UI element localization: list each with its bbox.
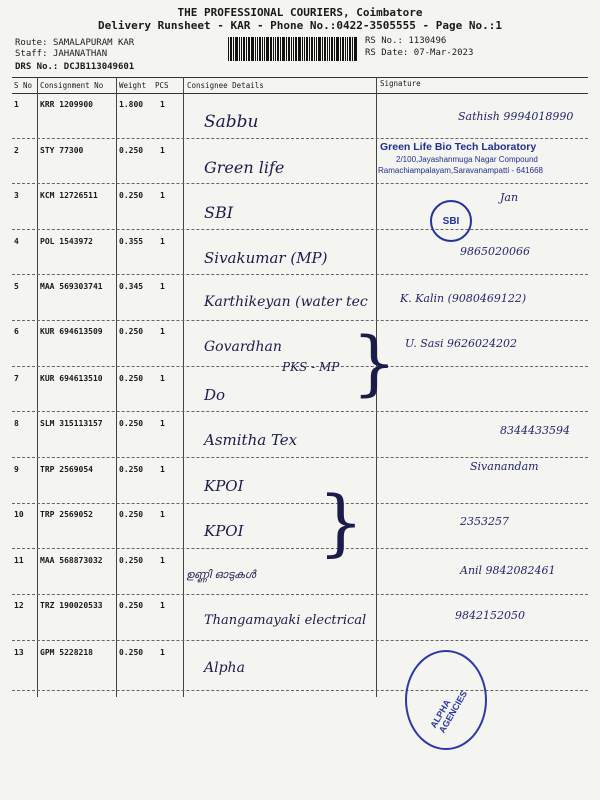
barcode-bar [324,37,326,61]
row-weight: 0.355 [119,237,144,246]
barcode-bar [257,37,258,61]
company-title: THE PROFESSIONAL COURIERS, Coimbatore [177,6,423,19]
row-pcs: 1 [160,100,165,109]
barcode-bar [228,37,229,61]
barcode-bar [266,37,269,61]
row-consignment: TRZ 190020533 [40,601,103,610]
row-sno: 13 [14,648,24,657]
row-separator [12,274,588,275]
row-pcs: 1 [160,374,165,383]
row-separator [12,411,588,412]
row-weight: 0.250 [119,327,144,336]
route-value: SAMALAPURAM KAR [52,38,135,48]
row-signature: U. Sasi 9626024202 [405,337,517,350]
barcode-bar [251,37,254,61]
row-consignment: KCM 12726511 [40,191,98,200]
col-sno: S No [14,81,33,90]
row-consignment: KRR 1209900 [40,100,93,109]
row-pcs: 1 [160,601,165,610]
barcode-bar [280,37,281,61]
row-pcs: 1 [160,648,165,657]
row-pcs: 1 [160,146,165,155]
barcode-bar [273,37,274,61]
row-separator [12,640,588,641]
table-header-rule [12,93,588,94]
barcode-bar [241,37,242,61]
row-sno: 10 [14,510,24,519]
row-consignment: GPM 5228218 [40,648,93,657]
barcode-bar [288,37,290,61]
row-sno: 4 [14,237,19,246]
row-sno: 2 [14,146,19,155]
barcode-bar [314,37,315,61]
row-consignee: Sabbu [204,112,259,132]
row-weight: 0.250 [119,419,144,428]
row-consignee: Green life [204,158,285,177]
row-pcs: 1 [160,282,165,291]
green-life-stamp [380,141,585,175]
barcode-bar [233,37,234,61]
barcode-bar [293,37,294,61]
rs-no-line [365,36,446,46]
barcode-bar [354,37,357,61]
staff-line [15,49,107,59]
row-consignment: POL 1543972 [40,237,93,246]
row-pcs: 1 [160,510,165,519]
row-pcs: 1 [160,191,165,200]
row-pcs: 1 [160,556,165,565]
barcode-bar [329,37,330,61]
row-weight: 0.250 [119,146,144,155]
row-consignee: KPOI [204,477,244,495]
col-consignee: Consignee Details [187,81,264,90]
drs-label: DRS No.: [15,62,59,72]
barcode-bar [282,37,285,61]
row-weight: 0.250 [119,648,144,657]
barcode-bar [302,37,303,61]
rs-date-line [365,48,473,58]
barcode-bar [342,37,344,61]
row-consignee: Thangamayaki electrical [204,613,367,628]
barcode-bar [259,37,261,61]
row-weight: 0.345 [119,282,144,291]
barcode-bar [309,37,310,61]
row-consignment: SLM 315113157 [40,419,103,428]
row-sno: 9 [14,465,19,474]
row-weight: 0.250 [119,374,144,383]
row-weight: 0.250 [119,510,144,519]
barcode-bar [239,37,240,61]
barcode-bar [277,37,279,61]
row-consignment: KUR 694613509 [40,327,103,336]
barcode-bar [243,37,245,61]
staff-value: JAHANATHAN [52,49,108,59]
row-weight: 1.800 [119,100,144,109]
rs-no-value: 1130496 [408,36,447,46]
row-sno: 1 [14,100,19,109]
barcode-bar [264,37,265,61]
row-consignment: MAA 569303741 [40,282,103,291]
sbi-seal-text: SBI [442,215,460,227]
sbi-seal [430,200,472,242]
col-divider [37,77,38,697]
barcode-bar [291,37,292,61]
row-separator [12,690,588,691]
row-consignee: SBI [204,203,234,222]
barcode-bar [336,37,339,61]
row-weight: 0.250 [119,601,144,610]
barcode-bar [262,37,263,61]
row-separator [12,548,588,549]
staff-label: Staff: [15,49,48,59]
row-consignee: Asmitha Tex [204,431,298,449]
barcode-bar [255,37,256,61]
barcode-bar [270,37,272,61]
barcode-bar [306,37,308,61]
barcode-bar [349,37,351,61]
brace-mark: } [352,322,397,404]
rs-date-value: 07-Mar-2023 [413,48,474,58]
barcode-bar [311,37,313,61]
row-consignee: ഉണ്ണി ഓടുകൾ [186,568,256,581]
row-weight: 0.250 [119,556,144,565]
barcode-bar [327,37,328,61]
row-sno: 8 [14,419,19,428]
barcode-bar [340,37,341,61]
row-separator [12,229,588,230]
barcode-bar [230,37,232,61]
row-signature: K. Kalin (9080469122) [400,292,527,305]
row-sno: 12 [14,601,24,610]
runsheet-title: Delivery Runsheet - KAR - Phone No.:0422-3505555 - Page No.:1 [98,19,502,32]
row-pcs: 1 [160,327,165,336]
row-consignee: Sivakumar (MP) [204,249,328,267]
drs-value: DCJB113049601 [63,62,135,72]
row-sno: 6 [14,327,19,336]
row-separator [12,138,588,139]
row-sno: 7 [14,374,19,383]
row-signature: 9865020066 [460,245,530,258]
brace-mark: } [318,480,364,564]
rs-date-label: RS Date: [365,48,409,58]
barcode-bar [235,37,238,61]
barcode-bar [352,37,353,61]
barcode-bar [347,37,348,61]
barcode-bar [298,37,301,61]
row-consignee: Do [204,386,226,404]
row-signature: 8344433594 [500,424,570,437]
row-signature: Sathish 9994018990 [458,110,574,123]
row-pcs: 1 [160,419,165,428]
row-signature: Anil 9842082461 [460,564,556,577]
barcode-bar [246,37,247,61]
alpha-seal-text: ALPHA AGENCIES [428,688,470,735]
col-divider [183,77,184,697]
row-separator [12,594,588,595]
row-separator [12,320,588,321]
row-separator [12,503,588,504]
row-sno: 11 [14,556,24,565]
row-pcs: 1 [160,465,165,474]
row-signature: 9842152050 [455,609,525,622]
row-signature: Sivanandam [470,460,539,473]
row-separator [12,457,588,458]
barcode-bar [334,37,335,61]
row-consignee: KPOI [204,522,244,540]
row-consignment: MAA 568873032 [40,556,103,565]
row-consignee: Alpha [204,660,245,676]
stamp-address-1: 2/100,Jayashanmuga Nagar Compound [396,155,538,164]
barcode-bar [248,37,250,61]
barcode-bar [322,37,323,61]
barcode-bar [345,37,346,61]
barcode-bar [316,37,317,61]
row-weight: 0.250 [119,191,144,200]
row-sno: 5 [14,282,19,291]
barcode [228,37,360,61]
group-annotation: PKS - MP [282,360,340,374]
row-signature: 2353257 [460,515,509,528]
barcode-bar [286,37,287,61]
route-line [15,38,134,48]
barcode-bar [275,37,276,61]
stamp-address-2: Ramachiampalayam,Saravanampatti - 641668 [378,166,543,175]
stamp-name: Green Life Bio Tech Laboratory [380,141,537,153]
row-pcs: 1 [160,237,165,246]
barcode-bar [295,37,297,61]
row-consignment: KUR 694613510 [40,374,103,383]
row-consignment: STY 77300 [40,146,84,155]
route-label: Route: [15,38,48,48]
row-consignee: Govardhan [204,339,282,355]
row-consignment: TRP 2569054 [40,465,93,474]
drs-line [15,62,134,72]
row-weight: 0.250 [119,465,144,474]
col-divider [116,77,117,697]
col-signature: Signature [380,79,421,88]
table-top-rule [12,77,588,78]
row-signature: Jan [500,191,519,204]
barcode-bar [318,37,321,61]
col-weight: Weight [119,81,147,90]
row-consignment: TRP 2569052 [40,510,93,519]
rs-no-label: RS No.: [365,36,403,46]
barcode-bar [304,37,305,61]
col-pcs: PCS [155,81,169,90]
col-consignment: Consignment No [40,81,104,90]
row-sno: 3 [14,191,19,200]
row-separator [12,183,588,184]
alpha-seal [405,650,487,750]
row-consignee: Karthikeyan (water tec [204,294,368,310]
barcode-bar [331,37,333,61]
